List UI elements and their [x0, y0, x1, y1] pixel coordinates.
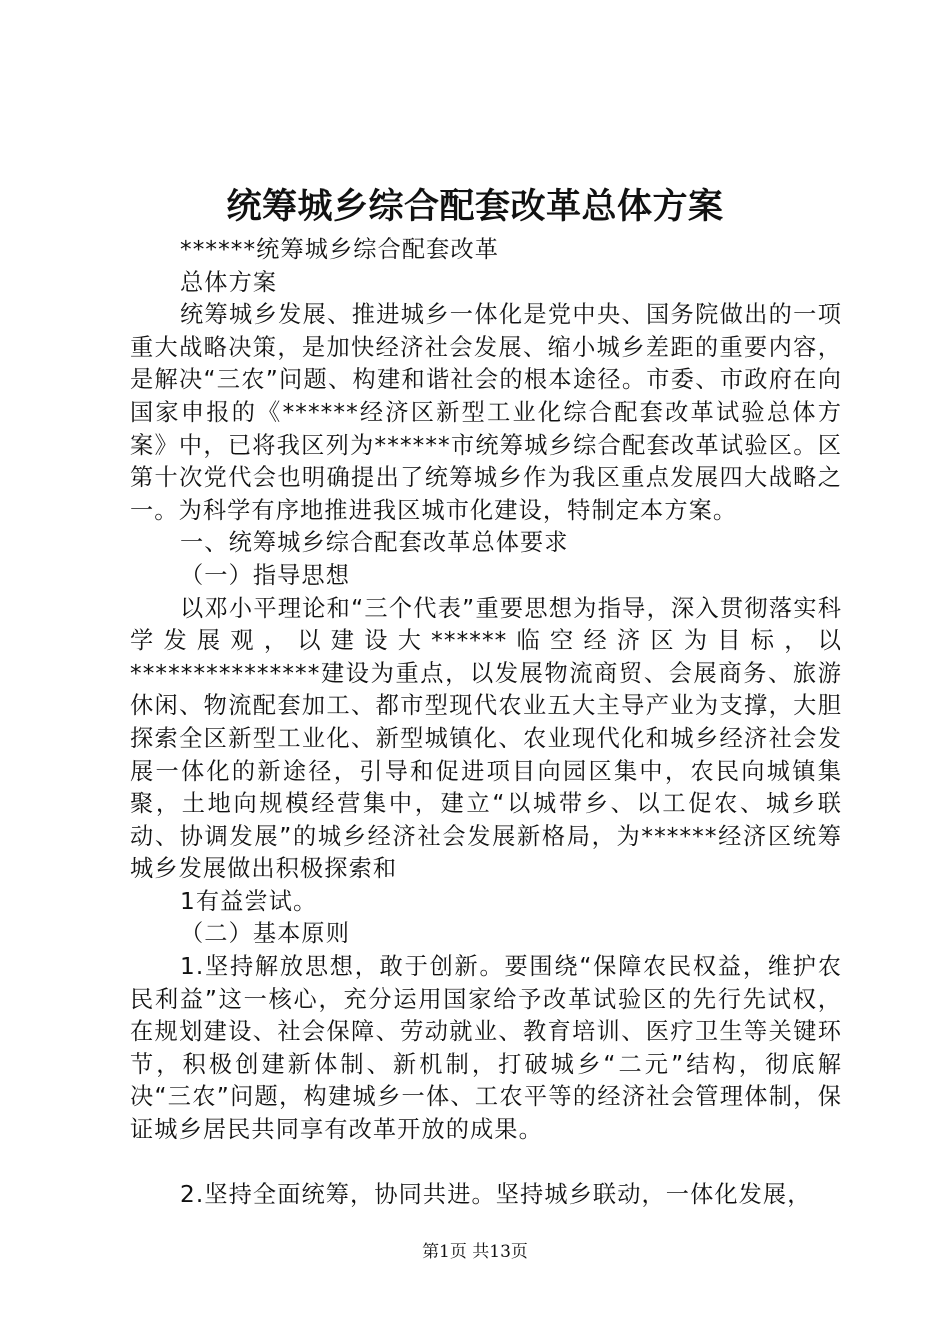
subsection-heading-principles: （二）基本原则: [180, 920, 351, 948]
principle-1-paragraph: 1.坚持解放思想，敢于创新。要围绕“保障农民权益，维护农民利益”这一核心，充分运用国家给予改革试验区的先行先试权，在规划建设、社会保障、劳动就业、教育培训、医疗卫生等关键环节，积极创建新体制、新机制，打破城乡“二元”结构，彻底解决“三农”问题，构建城乡一体、工农平等的经济社会管理体制，保证城乡居民共同享有改革开放的成果。: [130, 953, 842, 1144]
subtitle-line-1: ******统筹城乡综合配套改革: [180, 236, 500, 263]
document-title: 统筹城乡综合配套改革总体方案: [226, 186, 724, 227]
principle-2-paragraph: 2.坚持全面统筹，协同共进。坚持城乡联动，一体化发展，: [180, 1180, 812, 1208]
page-number-footer: 第1页 共13页: [422, 1242, 528, 1262]
subsection-heading-guiding-thought: （一）指导思想: [180, 561, 351, 589]
paragraph-gap: [130, 1147, 842, 1179]
document-body: [130, 234, 842, 1211]
intro-paragraph: 统筹城乡发展、推进城乡一体化是党中央、国务院做出的一项重大战略决策，是加快经济社会发展、缩小城乡差距的重要内容，是解决“三农”问题、构建和谐社会的根本途径。市委、市政府在向国家申报的《******经济区新型工业化综合配套改革试验总体方案》中，已将我区列为******市统筹城乡综合配套改革试验区。区第十次党代会也明确提出了统筹城乡作为我区重点发展四大战略之一。为科学有序地推进我区城市化建设，特制定本方案。: [130, 301, 842, 524]
guiding-thought-continuation: 1有益尝试。: [180, 887, 318, 915]
subtitle-line-2: 总体方案: [180, 268, 278, 296]
guiding-thought-paragraph: 以邓小平理论和“三个代表”重要思想为指导，深入贯彻落实科学发展观，以建设大******临空经济区为目标，以***************建设为重点，以发展物流商贸、会展商务、旅游休闲、物流配套加工、都市型现代农业五大主导产业为支撑，大胆探索全区新型工业化、新型城镇化、农业现代化和城乡经济社会发展一体化的新途径，引导和促进项目向园区集中，农民向城镇集聚，土地向规模经营集中，建立“以城带乡、以工促农、城乡联动、协调发展”的城乡经济社会发展新格局，为******经济区统筹城乡发展做出积极探索和: [130, 594, 842, 883]
section-heading: 一、统筹城乡综合配套改革总体要求: [180, 529, 569, 557]
